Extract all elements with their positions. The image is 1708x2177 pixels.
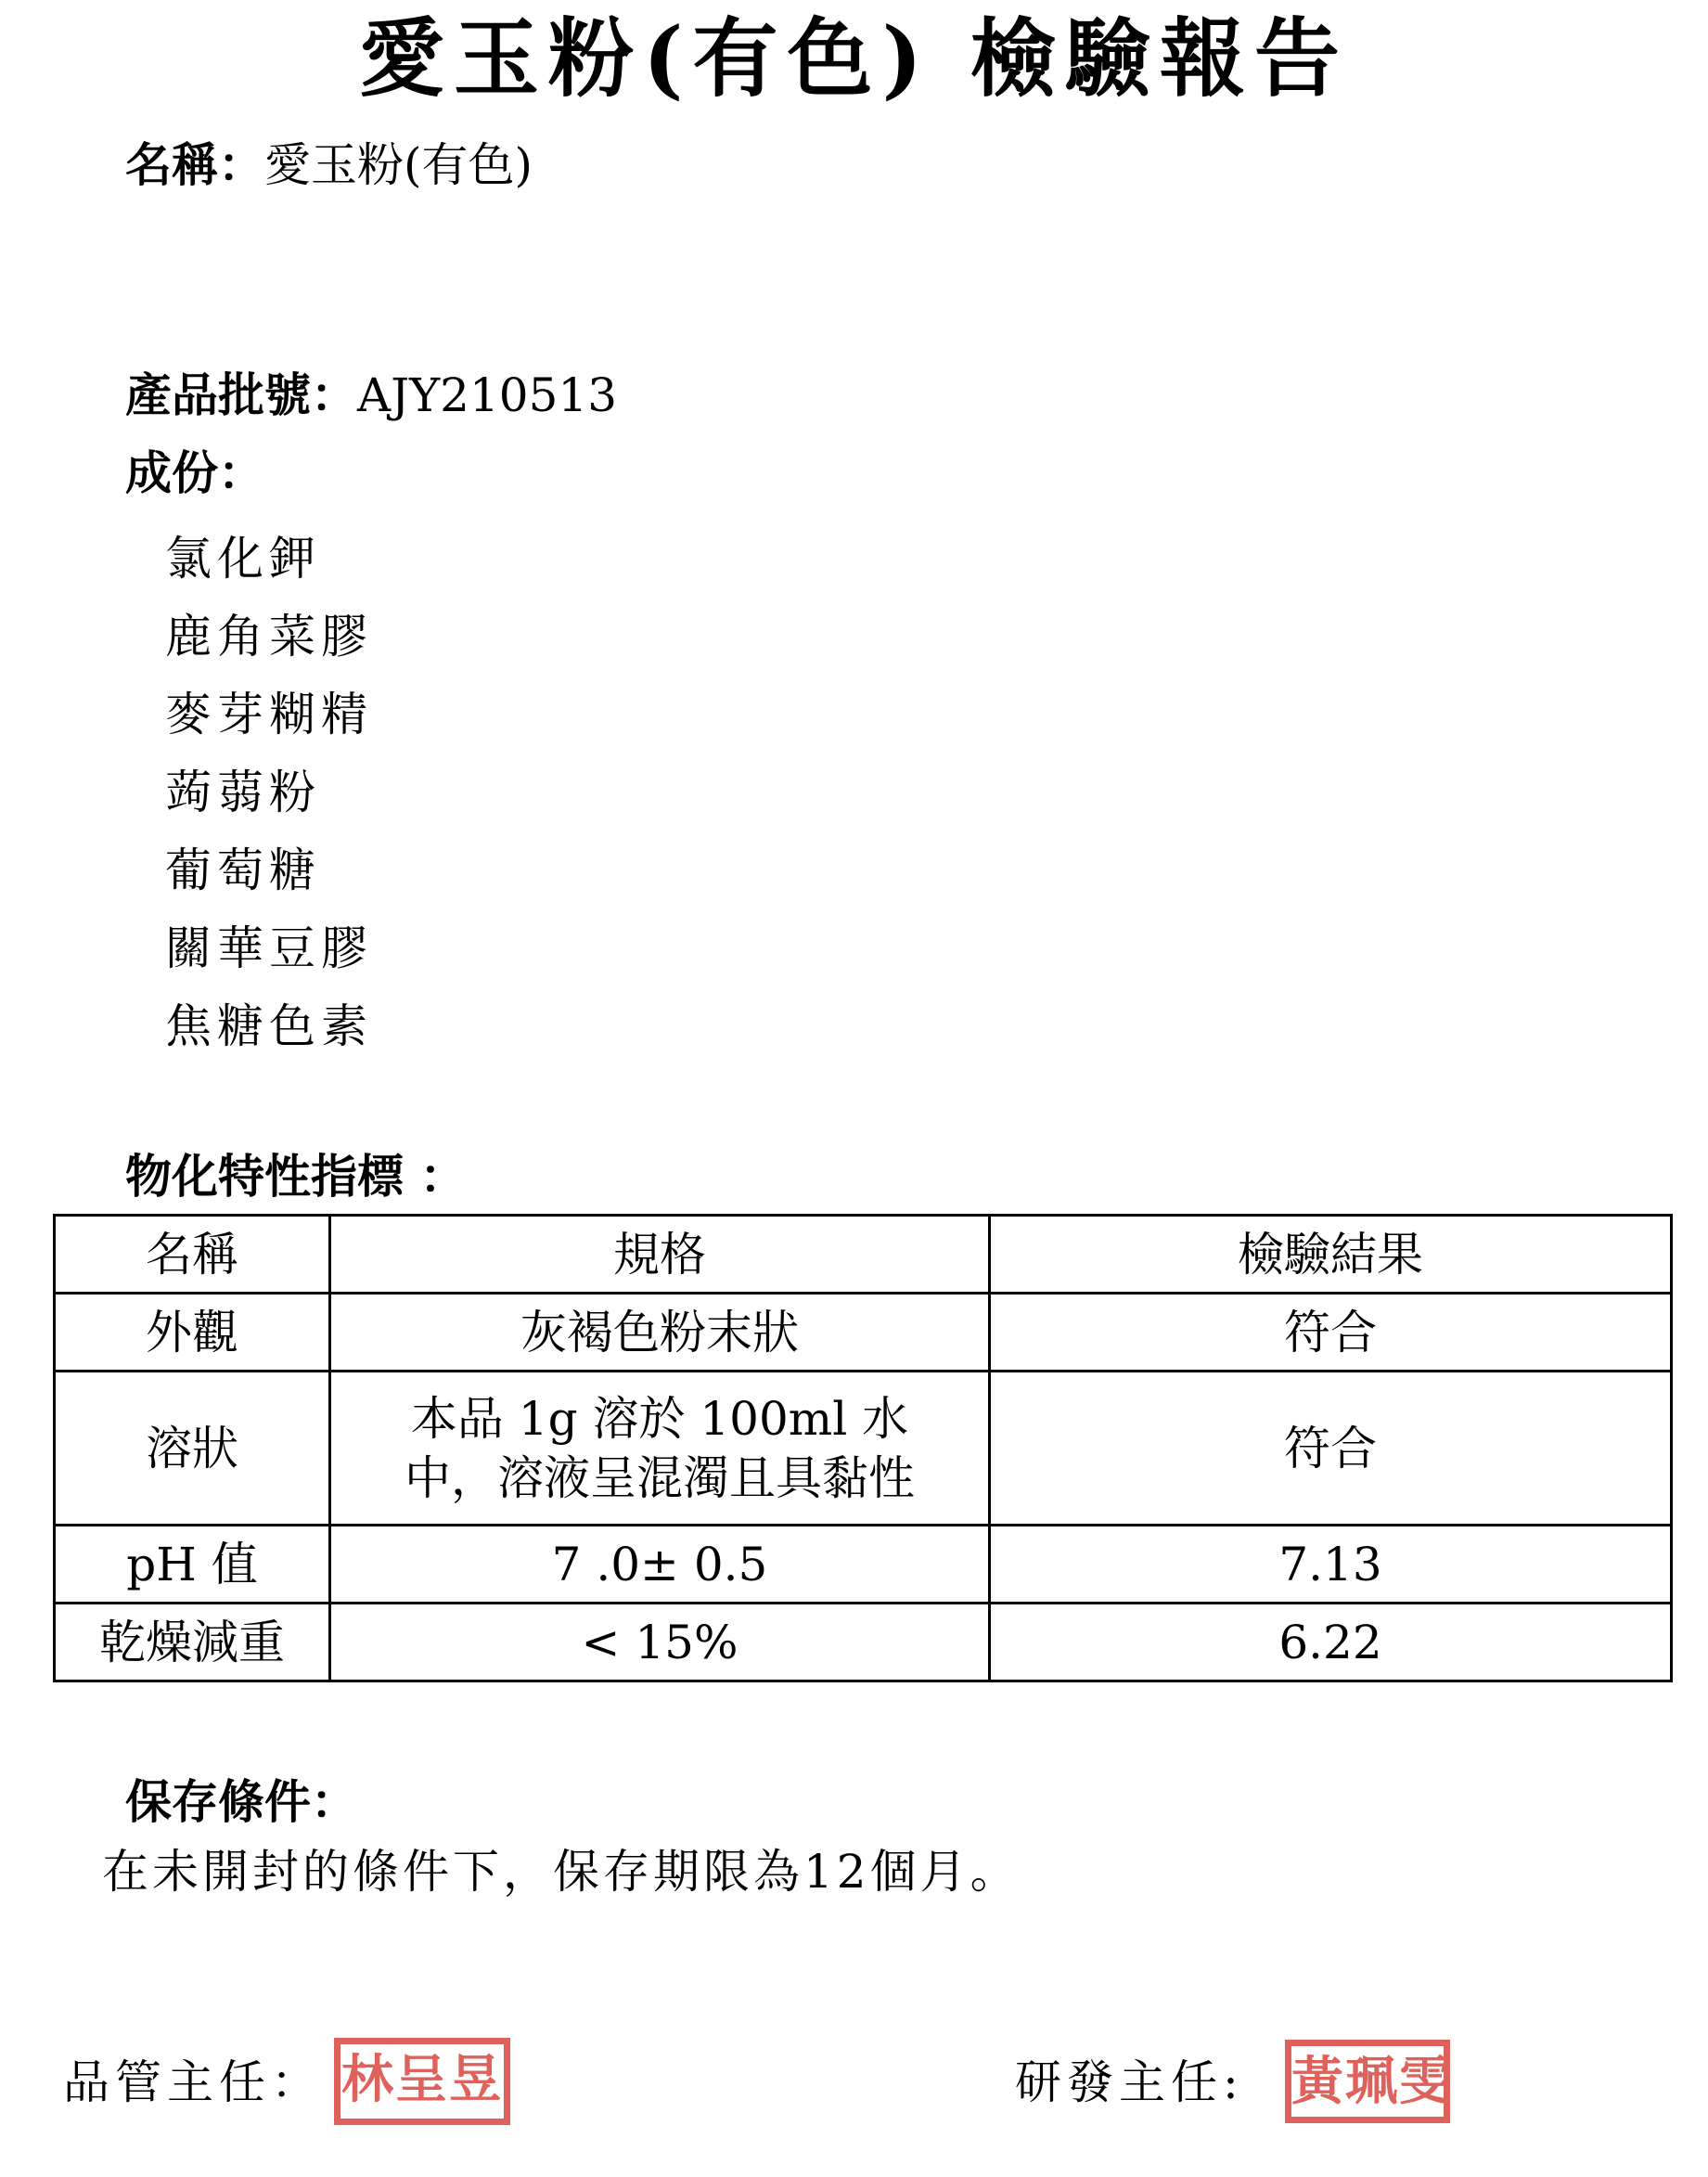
row-name: 乾燥減重 <box>55 1604 330 1681</box>
row-name: pH 值 <box>55 1526 330 1604</box>
table-row <box>55 1526 1672 1604</box>
rd-seal-stamp: 黃珮雯 <box>1285 2040 1450 2123</box>
ingredients-list <box>165 520 373 1065</box>
report-title: 愛玉粉(有色) 檢驗報告 <box>358 8 1350 109</box>
table-header-row <box>55 1216 1672 1294</box>
header-spec: 規格 <box>330 1216 990 1294</box>
table-row <box>55 1372 1672 1526</box>
storage-text: 在未開封的條件下，保存期限為12個月。 <box>102 1845 1021 1899</box>
header-result: 檢驗結果 <box>990 1216 1672 1294</box>
storage-heading: 保存條件： <box>125 1774 357 1829</box>
qc-seal-stamp: 林呈昱 <box>334 2038 510 2125</box>
row-spec <box>330 1372 990 1526</box>
row-spec: < 15% <box>330 1604 990 1681</box>
ingredients-heading: 成份： <box>125 445 264 500</box>
ingredient-item: 焦糖色素 <box>165 999 373 1053</box>
row-spec: 7 .0± 0.5 <box>330 1526 990 1604</box>
row-result: 符合 <box>990 1294 1672 1372</box>
row-name: 溶狀 <box>55 1372 330 1526</box>
ingredient-item: 氯化鉀 <box>165 532 321 586</box>
row-name: 外觀 <box>55 1294 330 1372</box>
product-name-line <box>125 135 533 195</box>
row-spec-line-1: 本品 1g 溶於 100ml 水 <box>410 1391 909 1446</box>
row-spec: 灰褐色粉末狀 <box>330 1294 990 1372</box>
header-name: 名稱 <box>55 1216 330 1294</box>
ingredient-item: 蒟蒻粉 <box>165 766 321 819</box>
ingredient-item: 葡萄糖 <box>165 844 321 897</box>
ingredient-item: 關華豆膠 <box>165 921 373 975</box>
ingredient-item: 鹿角菜膠 <box>165 610 373 663</box>
row-result: 符合 <box>990 1372 1672 1526</box>
batch-number-line <box>125 366 617 425</box>
batch-number-label: 產品批號： <box>125 367 357 422</box>
product-name-label: 名稱： <box>125 137 264 192</box>
spec-table <box>53 1214 1673 1682</box>
table-row <box>55 1604 1672 1681</box>
ingredient-item: 麥芽糊精 <box>165 688 373 741</box>
product-name-value: 愛玉粉(有色) <box>264 138 533 192</box>
row-spec-line-2: 中，溶液呈混濁且具黏性 <box>405 1450 915 1505</box>
batch-number-value: AJY210513 <box>357 368 618 422</box>
rd-supervisor-label: 研發主任: <box>1015 2055 1244 2109</box>
table-row <box>55 1294 1672 1372</box>
row-result: 7.13 <box>990 1526 1672 1604</box>
qc-supervisor-label: 品管主任： <box>63 2055 323 2109</box>
row-result: 6.22 <box>990 1604 1672 1681</box>
spec-heading: 物化特性指標 ： <box>125 1149 467 1204</box>
